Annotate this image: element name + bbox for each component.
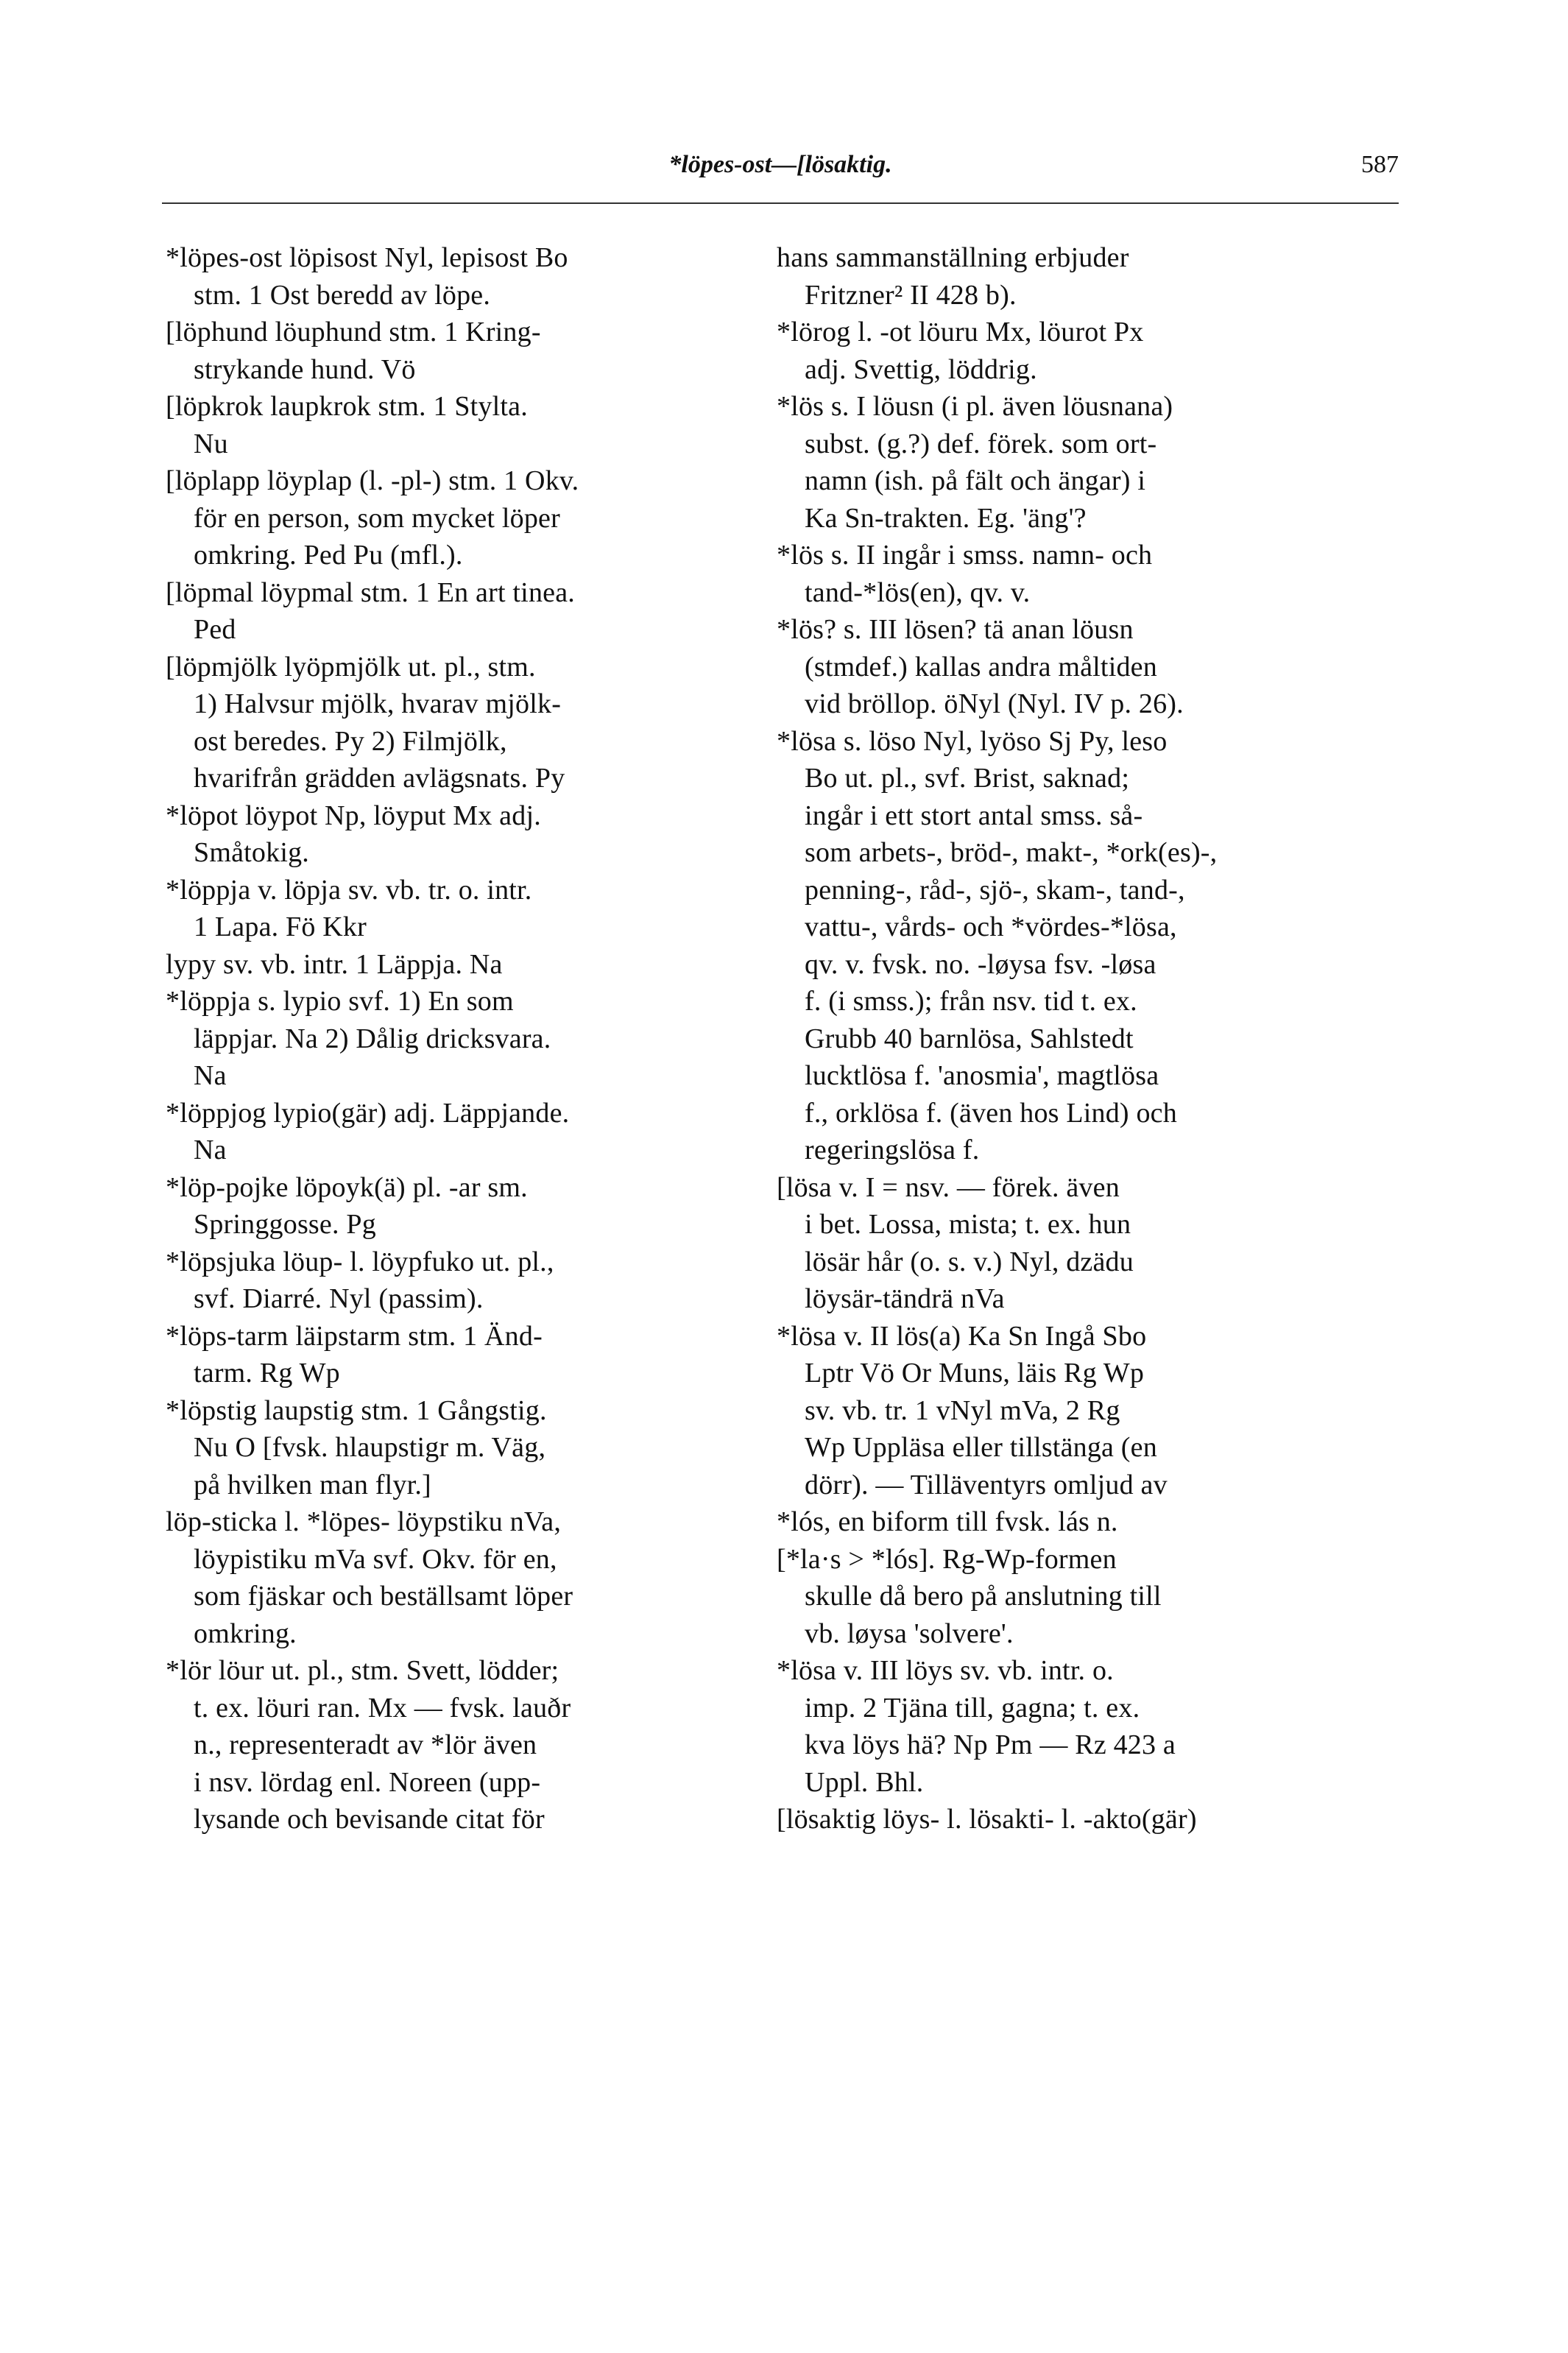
text-line: tand-*lös(en), qv. v. [805, 576, 1031, 608]
text-line: Småtokig. [194, 837, 309, 868]
text-line: tarm. Rg Wp [194, 1358, 340, 1389]
text-line: hvarifrån grädden avlägsnats. Py [194, 763, 565, 794]
text-line: *lör löur ut. pl., stm. Svett, lödder; [166, 1655, 559, 1686]
text-line: *löpstig laupstig stm. 1 Gångstig. [166, 1394, 547, 1426]
text-line: i nsv. lördag enl. Noreen (upp- [194, 1766, 541, 1798]
text-line: Ped [194, 614, 236, 645]
text-line: lysande och bevisande citat för [194, 1804, 545, 1835]
text-line: vb. løysa 'solvere'. [805, 1618, 1014, 1649]
text-line: Ka Sn-trakten. Eg. 'äng'? [805, 502, 1087, 534]
text-line: löysär-tändrä nVa [805, 1283, 1005, 1314]
text-line: omkring. Ped Pu (mfl.). [194, 540, 463, 571]
text-line: hans sammanställning erbjuder [777, 242, 1129, 273]
text-line: f., orklösa f. (även hos Lind) och [805, 1097, 1177, 1129]
text-line: *löppja s. lypio svf. 1) En som [166, 986, 514, 1017]
text-line: [lösaktig löys- l. lösakti- l. -akto(gär) [777, 1804, 1197, 1835]
text-line: omkring. [194, 1618, 297, 1649]
text-line: *lós, en biform till fvsk. lás n. [777, 1506, 1118, 1537]
text-line: t. ex. löuri ran. Mx — fvsk. lauðr [194, 1692, 571, 1724]
text-line: 1 Lapa. Fö Kkr [194, 911, 367, 942]
text-line: penning-, råd-, sjö-, skam-, tand-, [805, 874, 1185, 906]
text-line: adj. Svettig, löddrig. [805, 353, 1037, 385]
text-line: Wp Uppläsa eller tillstänga (en [805, 1432, 1157, 1463]
text-line: Nu O [fvsk. hlaupstigr m. Väg, [194, 1432, 546, 1463]
text-line: vid bröllop. öNyl (Nyl. IV p. 26). [805, 688, 1184, 719]
text-line: (stmdef.) kallas andra måltiden [805, 651, 1157, 682]
text-line: löp-sticka l. *löpes- löypstiku nVa, [166, 1506, 562, 1537]
text-line: *löp-pojke löpoyk(ä) pl. -ar sm. [166, 1171, 528, 1203]
text-line: som fjäskar och beställsamt löper [194, 1581, 573, 1612]
running-title: *löpes-ost—[lösaktig. [668, 151, 892, 178]
text-line: Nu [194, 428, 228, 459]
text-line: f. (i smss.); från nsv. tid t. ex. [805, 986, 1137, 1017]
text-line: lucktlösa f. 'anosmia', magtlösa [805, 1060, 1159, 1091]
text-line: *lösa v. III löys sv. vb. intr. o. [777, 1655, 1114, 1686]
text-line: Springgosse. Pg [194, 1209, 376, 1240]
text-line: löypistiku mVa svf. Okv. för en, [194, 1543, 557, 1575]
text-line: *lös s. II ingår i smss. namn- och [777, 540, 1153, 571]
text-line: *löppjog lypio(gär) adj. Läppjande. [166, 1097, 570, 1129]
text-line: Uppl. Bhl. [805, 1766, 924, 1798]
text-line: Fritzner² II 428 b). [805, 279, 1017, 311]
text-line: [löphund löuphund stm. 1 Kring- [166, 317, 541, 348]
text-line: [löpmal löypmal stm. 1 En art tinea. [166, 576, 575, 608]
text-line: stm. 1 Ost beredd av löpe. [194, 279, 491, 311]
text-line: *lörog l. -ot löuru Mx, löurot Px [777, 317, 1144, 348]
text-line: svf. Diarré. Nyl (passim). [194, 1283, 484, 1314]
text-line: imp. 2 Tjäna till, gagna; t. ex. [805, 1692, 1140, 1724]
right-column [777, 239, 1380, 1838]
text-line: Lptr Vö Or Muns, läis Rg Wp [805, 1358, 1145, 1389]
text-line: ost beredes. Py 2) Filmjölk, [194, 725, 507, 757]
page-number: 587 [1361, 151, 1399, 178]
text-line: strykande hund. Vö [194, 353, 416, 385]
text-line: läppjar. Na 2) Dålig dricksvara. [194, 1023, 551, 1054]
text-line: qv. v. fvsk. no. -løysa fsv. -løsa [805, 948, 1156, 980]
text-line: lypy sv. vb. intr. 1 Läppja. Na [166, 948, 503, 980]
text-line: skulle då bero på anslutning till [805, 1581, 1162, 1612]
text-line: *lös? s. III lösen? tä anan löusn [777, 614, 1134, 645]
text-line: *lös s. I löusn (i pl. även löusnana) [777, 391, 1173, 422]
text-line: kva löys hä? Np Pm — Rz 423 a [805, 1729, 1176, 1760]
text-line: dörr). — Tilläventyrs omljud av [805, 1469, 1168, 1500]
text-line: 1) Halvsur mjölk, hvarav mjölk- [194, 688, 562, 719]
text-line: Grubb 40 barnlösa, Sahlstedt [805, 1023, 1134, 1054]
text-line: som arbets-, bröd-, makt-, *ork(es)-, [805, 837, 1218, 868]
text-line: sv. vb. tr. 1 vNyl mVa, 2 Rg [805, 1394, 1120, 1426]
text-line: på hvilken man flyr.] [194, 1469, 431, 1500]
text-line: [lösa v. I = nsv. — förek. även [777, 1171, 1120, 1203]
text-line: [löplapp löyplap (l. -pl-) stm. 1 Okv. [166, 465, 579, 496]
text-line: *löpot löypot Np, löyput Mx adj. [166, 800, 541, 831]
text-line: Na [194, 1060, 227, 1091]
text-line: ingår i ett stort antal smss. så- [805, 800, 1143, 831]
text-line: *löpsjuka löup- l. löypfuko ut. pl., [166, 1246, 554, 1277]
text-line: [*la·s > *lós]. Rg-Wp-formen [777, 1543, 1117, 1575]
text-line: för en person, som mycket löper [194, 502, 560, 534]
text-line: n., representeradt av *lör även [194, 1729, 537, 1760]
text-line: *lösa s. löso Nyl, lyöso Sj Py, leso [777, 725, 1168, 757]
text-line: *löpes-ost löpisost Nyl, lepisost Bo [166, 242, 568, 273]
left-column [166, 239, 769, 1838]
text-line: regeringslösa f. [805, 1135, 980, 1165]
text-line: Na [194, 1135, 227, 1165]
text-line: [löpkrok laupkrok stm. 1 Stylta. [166, 391, 528, 422]
text-line: subst. (g.?) def. förek. som ort- [805, 428, 1157, 459]
page-header [162, 151, 1399, 195]
header-rule [162, 202, 1399, 204]
text-line: *löps-tarm läipstarm stm. 1 Änd- [166, 1320, 543, 1352]
text-line: Bo ut. pl., svf. Brist, saknad; [805, 763, 1130, 794]
text-line: [löpmjölk lyöpmjölk ut. pl., stm. [166, 651, 536, 682]
text-line: vattu-, vårds- och *vördes-*lösa, [805, 911, 1177, 942]
text-line: *lösa v. II lös(a) Ka Sn Ingå Sbo [777, 1320, 1147, 1352]
text-line: lösär hår (o. s. v.) Nyl, dzädu [805, 1246, 1134, 1277]
text-line: i bet. Lossa, mista; t. ex. hun [805, 1209, 1131, 1240]
text-line: *löppja v. löpja sv. vb. tr. o. intr. [166, 874, 532, 906]
text-line: namn (ish. på fält och ängar) i [805, 465, 1146, 496]
